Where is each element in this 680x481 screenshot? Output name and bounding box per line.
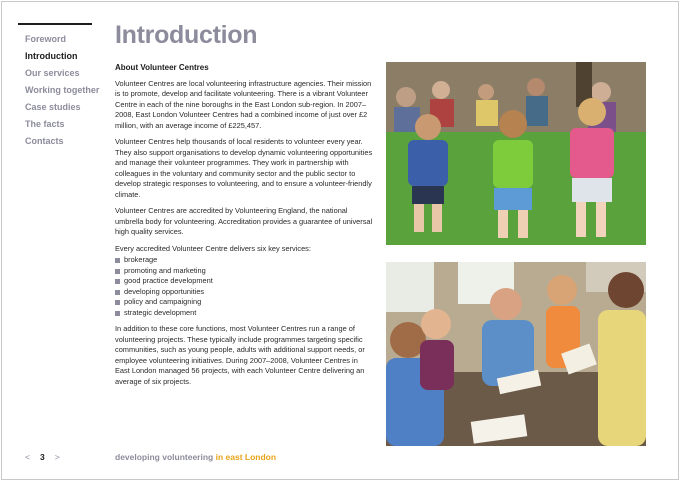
- nav-list: [18, 31, 100, 150]
- projects-paragraph: In addition to these core functions, most Volunteer Centres run a range of volunteering projects. These typically include programmes targeting specific communities, such as young people, adults with additional support needs, or employee volunteering initiatives. During 2007–2008, Volunteer Centres in East London managed 56 projects, with each Volunteer Centre delivering an average of six projects.: [115, 324, 365, 386]
- list-item: brokerage: [115, 255, 373, 266]
- brand-text-primary: developing volunteering: [115, 452, 214, 462]
- list-item: good practice development: [115, 276, 373, 287]
- page-pager: [25, 452, 60, 462]
- nav-item-the-facts[interactable]: The facts: [25, 119, 65, 129]
- group-illustration: [386, 262, 646, 446]
- page-title: Introduction: [115, 21, 258, 49]
- nav-item-working-together[interactable]: Working together: [25, 85, 100, 95]
- list-item: strategic development: [115, 308, 373, 319]
- nav-item-introduction[interactable]: Introduction: [25, 51, 78, 61]
- list-item: promoting and marketing: [115, 266, 373, 277]
- services-list: [115, 255, 373, 318]
- section-heading: About Volunteer Centres: [115, 63, 209, 72]
- nav-item-foreword[interactable]: Foreword: [25, 34, 67, 44]
- prev-page-button[interactable]: <: [25, 452, 30, 462]
- list-item: policy and campaigning: [115, 297, 373, 308]
- brand-text-accent: in east London: [213, 452, 277, 462]
- accreditation-paragraph: Volunteer Centres are accredited by Volunteering England, the national umbrella body for volunteering. Accreditation provides a guarantee of universal high quality services.: [115, 206, 373, 236]
- nav-item-our-services[interactable]: Our services: [25, 68, 80, 78]
- nav-item-contacts[interactable]: Contacts: [25, 136, 64, 146]
- next-page-button[interactable]: >: [54, 452, 60, 462]
- group-reading-photo: [386, 262, 646, 446]
- page-number: 3: [39, 452, 45, 462]
- children-illustration: [386, 62, 646, 245]
- sidebar-divider: [18, 23, 92, 25]
- sidebar-nav: [18, 23, 100, 150]
- help-paragraph: Volunteer Centres help thousands of local residents to volunteer every year. They also support organisations to develop dynamic volunteering opportunities and manage their volunteer programmes. They work in partnership with colleagues in the voluntary and community sector and the public sector to develop strategic responses to volunteering, and to ensure a volunteer-friendly climate.: [115, 137, 373, 199]
- intro-paragraph: Volunteer Centres are local volunteering infrastructure agencies. Their mission is to promote, develop and facilitate volunteering. There is a vibrant Volunteer Centre in each of the nine boroughs in the East London sub-region. In 2007–2008, East London Volunteer Centres had a combined income of just over £2 million, with an average income of £225,457.: [115, 78, 372, 130]
- nav-item-case-studies[interactable]: Case studies: [25, 102, 81, 112]
- list-item: developing opportunities: [115, 287, 373, 298]
- children-photo: [386, 62, 646, 245]
- main-content: [115, 63, 373, 393]
- footer-brand: [115, 452, 276, 462]
- services-intro: Every accredited Volunteer Centre delivers six key services:: [115, 243, 311, 253]
